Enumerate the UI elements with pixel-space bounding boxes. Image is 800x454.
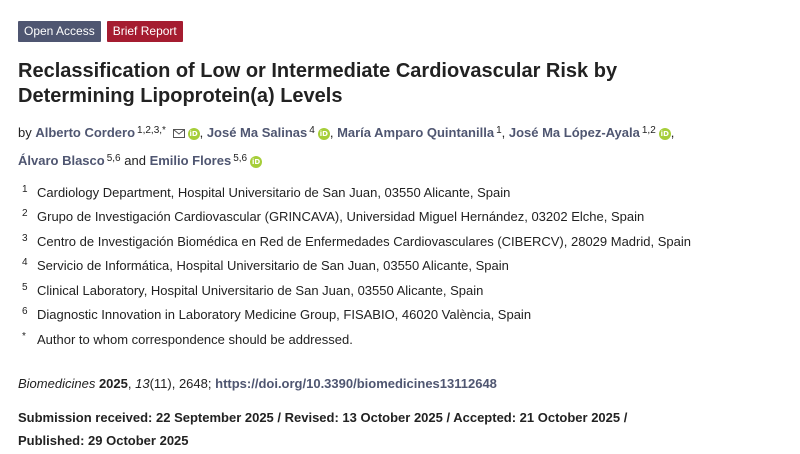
affiliation-marker: * xyxy=(22,330,26,342)
affiliation-marker: 1 xyxy=(22,183,28,195)
brief-report-badge[interactable]: Brief Report xyxy=(107,21,183,42)
author-affiliation-sup: 5,6 xyxy=(233,153,248,164)
orcid-icon[interactable]: iD xyxy=(189,130,198,138)
affiliation-text: Cardiology Department, Hospital Universitario de San Juan, 03550 Alicante, Spain xyxy=(37,184,511,200)
affiliation-text: Servicio de Informática, Hospital Universitario de San Juan, 03550 Alicante, Spain xyxy=(37,258,509,274)
author-link[interactable]: María Amparo Quintanilla xyxy=(337,125,495,140)
author-affiliation-sup: 5,6 xyxy=(106,153,121,164)
orcid-icon[interactable]: iD xyxy=(319,130,328,138)
affiliation-text: Centro de Investigación Biomédica en Red de Enfermedades Cardiovasculares (CIBERCV), 28029 Madrid, Spain xyxy=(37,233,691,249)
affiliation-item xyxy=(22,180,782,205)
affiliation-marker: 4 xyxy=(22,257,28,269)
affiliation-marker: 6 xyxy=(22,306,28,318)
affiliation-marker: 5 xyxy=(22,281,28,293)
affiliation-marker: 3 xyxy=(22,232,28,244)
citation-issue-pages: (11), 2648; xyxy=(149,376,212,391)
affiliation-text: Grupo de Investigación Cardiovascular (GRINCAVA), Universidad Miguel Hernández, 03202 Elche, Spain xyxy=(37,209,645,225)
author-affiliation-sup: 1,2,3,* xyxy=(137,125,166,136)
doi-link[interactable]: https://doi.org/10.3390/biomedicines13112648 xyxy=(215,376,497,391)
journal-name: Biomedicines xyxy=(18,376,96,391)
affiliation-text: Diagnostic Innovation in Laboratory Medicine Group, FISABIO, 46020 València, Spain xyxy=(37,307,532,323)
dates-line-2: Published: 29 October 2025 xyxy=(18,433,189,448)
author-affiliation-sup: 1,2 xyxy=(641,125,656,136)
affiliation-marker: 2 xyxy=(22,208,28,220)
affiliation-list xyxy=(22,180,782,352)
orcid-icon[interactable]: iD xyxy=(660,130,669,138)
affiliation-text: Author to whom correspondence should be addressed. xyxy=(37,331,353,347)
author-link[interactable]: José Ma López-Ayala xyxy=(508,125,640,140)
author-link[interactable]: Alberto Cordero xyxy=(35,125,136,140)
affiliation-text: Clinical Laboratory, Hospital Universitario de San Juan, 03550 Alicante, Spain xyxy=(37,282,484,298)
affiliation-item xyxy=(22,327,782,352)
author-link[interactable]: Álvaro Blasco xyxy=(18,153,105,168)
affiliation-item xyxy=(22,205,782,230)
affiliation-item xyxy=(22,303,782,328)
citation-year: 2025 xyxy=(98,376,128,391)
article-badges xyxy=(18,21,183,42)
author-affiliation-sup: 1 xyxy=(496,125,502,136)
citation-volume: 13 xyxy=(135,376,150,391)
author-link[interactable]: José Ma Salinas xyxy=(206,125,308,140)
mail-icon[interactable] xyxy=(173,121,185,146)
author-list: by Alberto Cordero $^{1,2,3,*}$ iD , José Ma Salinas $^4$ iD , María Amparo Quintanilla $^1$, José Ma López-Ayala $^{1,2}$ iD , Álvaro Blasco $^{5,6}$ and Emilio Flores $^{5,6}$ iD xyxy=(18,118,778,173)
affiliation-item xyxy=(22,254,782,279)
citation-line: Biomedicines 2025, 13(11), 2648; https://doi.org/10.3390/biomedicines13112648 xyxy=(18,376,497,391)
affiliation-item xyxy=(22,229,782,254)
affiliation-item xyxy=(22,278,782,303)
and-label: and xyxy=(124,153,146,168)
author-affiliation-sup: 4 xyxy=(309,125,315,136)
open-access-badge[interactable]: Open Access xyxy=(18,21,101,42)
dates-line-1: Submission received: 22 September 2025 / Revised: 13 October 2025 / Accepted: 21 October 2025 / xyxy=(18,410,628,425)
by-label: by xyxy=(18,125,32,140)
author-link[interactable]: Emilio Flores xyxy=(149,153,232,168)
article-title: Reclassification of Low or Intermediate Cardiovascular Risk by Determining Lipoprotein(a) Levels xyxy=(18,60,618,107)
publication-dates xyxy=(18,406,718,452)
orcid-icon[interactable]: iD xyxy=(252,158,261,166)
